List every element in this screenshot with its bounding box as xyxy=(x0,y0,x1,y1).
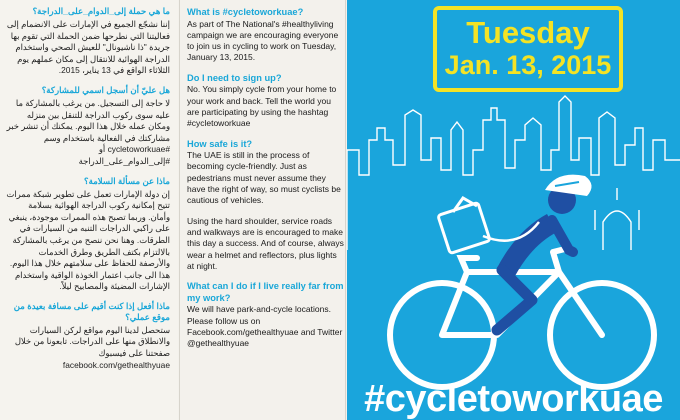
english-section-3 xyxy=(187,139,344,207)
date-box xyxy=(433,6,623,92)
english-question: Do I need to sign up? xyxy=(187,72,282,83)
arabic-question: ماذا عن مسألة السلامة؟ xyxy=(84,175,170,186)
cover-panel xyxy=(347,0,680,420)
arabic-question: ما هي حملة إلى_الدوام_على_الدراجة؟ xyxy=(32,6,170,16)
arabic-question: ماذا أفعل إذا كنت أقيم على مسافة بعيدة من موقع عملي؟ xyxy=(13,300,170,322)
skyline-illustration xyxy=(347,96,680,250)
arabic-column xyxy=(0,0,178,420)
english-answer: No. You simply cycle from your home to your work and back. Tell the world you are participating by using the hashtag #cycletoworkuae xyxy=(187,84,337,129)
campaign-hashtag: #cycletoworkuae xyxy=(364,378,663,420)
cyclist-icon xyxy=(497,186,576,330)
arabic-answer: لا حاجة إلى التسجيل. من يرغب بالمشاركة ما عليه سوى ركوب الدراجة للتنقل بين منزله ومكان عمله خلال هذا اليوم. يمكنك أن تنشر خبر مشاركتك في الفعالية باستخدام وسم #cycletoworkuae أو #إلى_الدوام_على_الدراجة xyxy=(6,97,170,166)
arabic-answer: إن دولة الإمارات تعمل على تطوير شبكة ممرات تتيح إمكانية ركوب الدراجة الهوائية بسلامة وأمان. وربما تصبح هذه الممرات موجودة، ينبغي على راكبي الدراجات التنبه من السيارات في الطرقات. وهنا نحن ننصح من يرغب بالمشاركة بالالتزام بكتف الطريق وطرق الخدمات والأرصفة للحفاظ على سلامتهم خلال هذا اليوم. هذا الى جانب اعتمار الخوذة الواقية واستخدام الإشارات المضيئة والمصابيح ليلاً. xyxy=(6,188,170,292)
english-question: How safe is it? xyxy=(187,138,253,149)
english-section-5 xyxy=(187,281,344,349)
english-answer: We will have park-and-cycle locations. Please follow us on Facebook.com/gethealthyuae and Twitter @gethealthyuae xyxy=(187,304,343,349)
arabic-section-1 xyxy=(6,6,170,77)
event-day: Tuesday xyxy=(466,15,590,50)
arabic-section-4 xyxy=(6,301,170,371)
arabic-section-2 xyxy=(6,85,170,168)
english-question: What can I do if I live really far from my work? xyxy=(187,281,344,303)
event-date: Jan. 13, 2015 xyxy=(444,50,612,80)
english-column xyxy=(180,0,344,420)
arabic-answer: ستحصل لدينا اليوم مواقع لركن السيارات والانطلاق منها على الدراجات. تابعونا من خلال صفحتنا على فيسبوك facebook.com/gethealthyuae xyxy=(14,324,170,370)
arabic-section-3 xyxy=(6,176,170,293)
english-answer: The UAE is still in the process of becoming cycle-friendly. Just as pedestrians must never assume they have the right of way, so must cyclists be cautious of vehicles. xyxy=(187,150,341,206)
english-answer: Using the hard shoulder, service roads and walkways are is encouraged to make this day a success. And of course, always wear a helmet and reflectors, plus lights at night. xyxy=(187,215,344,271)
arabic-question: هل عليّ أن أسجل اسمي للمشاركة؟ xyxy=(41,84,170,95)
arabic-answer: إننا نشجّع الجميع في الإمارات على الانضمام إلى فعاليتنا التي نطرحها ضمن الحملة التي تقوم بها جريدة "ذا ناشيونال" للعيش الصحي واستخدام الدراجة الهوائية للانتقال إلى مكان عملهم يوم الثلاثاء الواقع في 13 يناير، 2015. xyxy=(6,19,170,76)
english-answer: As part of The National's #healthyliving campaign we are encouraging everyone to join us in cycling to work on Tuesday, January 13, 2015. xyxy=(187,18,339,63)
english-section-1 xyxy=(187,7,344,64)
english-section-4 xyxy=(187,216,344,272)
english-question: What is #cycletoworkuae? xyxy=(187,7,304,17)
english-section-2 xyxy=(187,73,344,130)
bicycle-icon xyxy=(390,248,654,387)
fold-line xyxy=(345,0,346,420)
